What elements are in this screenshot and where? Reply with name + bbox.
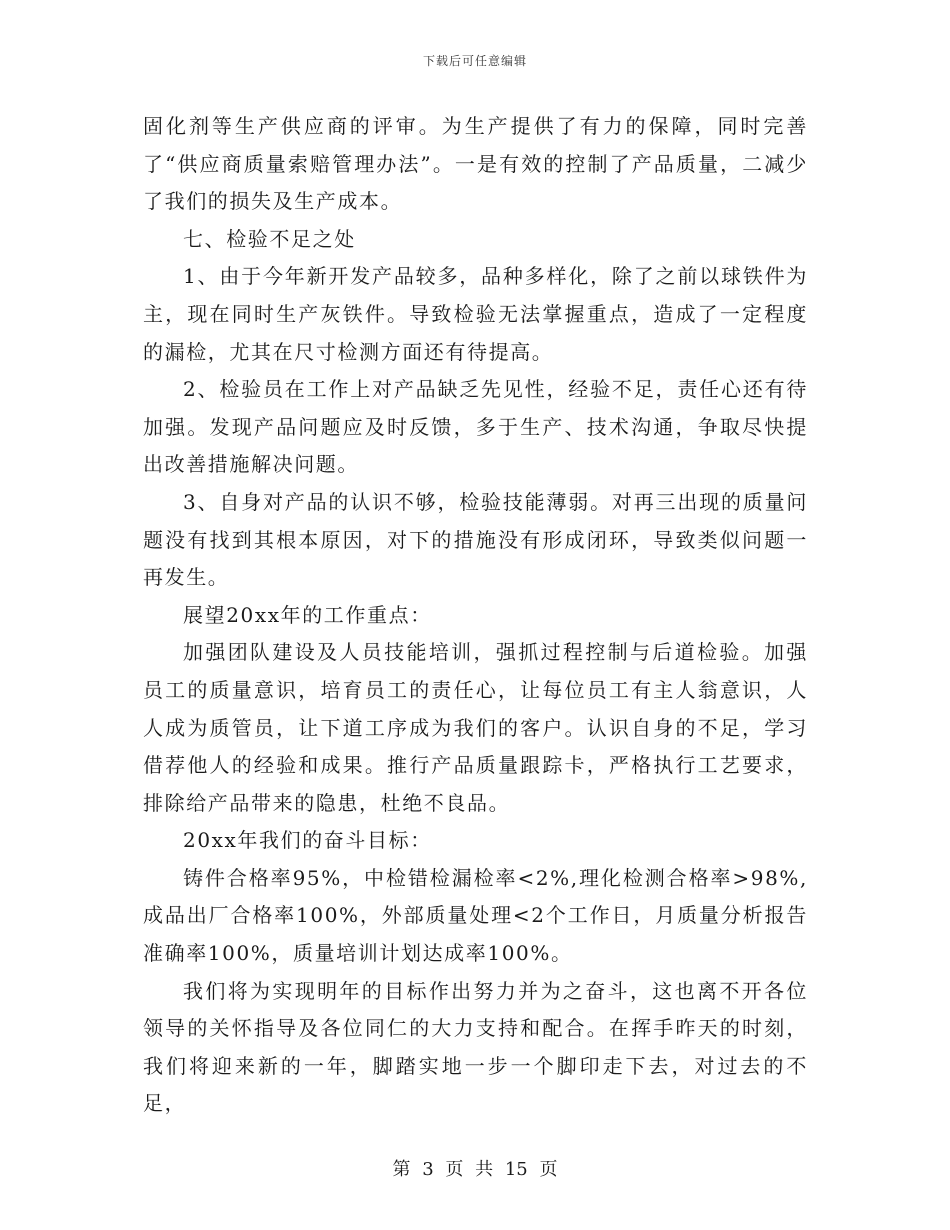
document-body: [143, 108, 808, 1123]
paragraph-work-focus: 加强团队建设及人员技能培训，强抓过程控制与后道检验。加强员工的质量意识，培育员工的责任心，让每位员工有主人翁意识，人人成为质管员，让下道工序成为我们的客户。认识自身的不足，学习借荐他人的经验和成果。推行产品质量跟踪卡，严格执行工艺要求，排除给产品带来的隐患，杜绝不良品。: [143, 640, 808, 815]
paragraph-closing: 我们将为实现明年的目标作出努力并为之奋斗，这也离不开各位领导的关怀指导及各位同仁的大力支持和配合。在挥手昨天的时刻，我们将迎来新的一年，脚踏实地一步一个脚印走下去，对过去的不足，: [143, 978, 808, 1116]
paragraph-shortcoming-2: 2、检验员在工作上对产品缺乏先见性，经验不足，责任心还有待加强。发现产品问题应及时反馈，多于生产、技术沟通，争取尽快提出改善措施解决问题。: [143, 377, 808, 477]
paragraph-goals: 铸件合格率95%，中检错检漏检率<2%,理化检测合格率>98%,成品出厂合格率100%，外部质量处理<2个工作日，月质量分析报告准确率100%，质量培训计划达成率100%。: [143, 865, 808, 966]
section-heading-goals: 20xx年我们的奋斗目标：: [183, 828, 432, 853]
paragraph-supplier-review: 固化剂等生产供应商的评审。为生产提供了有力的保障，同时完善了“供应商质量索赔管理办法”。一是有效的控制了产品质量，二减少了我们的损失及生产成本。: [143, 114, 808, 214]
page-number-footer: 第 3 页 共 15 页: [392, 1159, 558, 1180]
paragraph-shortcoming-1: 1、由于今年新开发产品较多，品种多样化，除了之前以球铁件为主，现在同时生产灰铁件。导致检验无法掌握重点，造成了一定程度的漏检，尤其在尺寸检测方面还有待提高。: [143, 264, 808, 364]
section-heading-work-focus: 展望20xx年的工作重点：: [183, 602, 432, 627]
paragraph-shortcoming-3: 3、自身对产品的认识不够，检验技能薄弱。对再三出现的质量问题没有找到其根本原因，对下的措施没有形成闭环，导致类似问题一再发生。: [143, 489, 808, 590]
section-heading-inspection-shortcomings: 七、检验不足之处: [183, 226, 356, 251]
page-header: 下载后可任意编辑: [422, 54, 527, 68]
